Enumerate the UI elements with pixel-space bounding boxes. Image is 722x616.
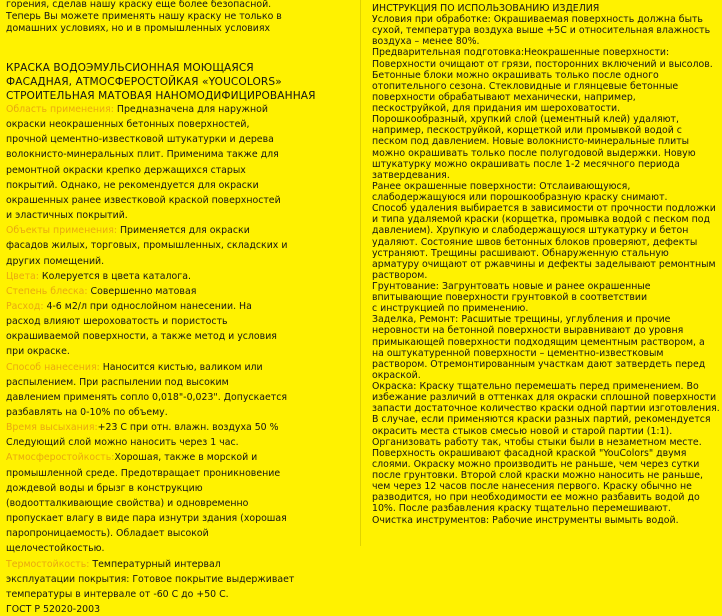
spec-line (6, 331, 277, 343)
instruction-line: Организовать работу так, чтобы стыки были в незаметном месте. (372, 436, 702, 448)
instruction-line: окрасить места стыков смесью новой и старой партии (1:1). (372, 425, 673, 437)
spec-line (6, 437, 239, 449)
spec-text: окраски неокрашенных бетонных поверхностей, (6, 119, 250, 131)
spec-line (6, 377, 229, 389)
spec-text: Колеруется в цвета каталога. (38, 270, 191, 282)
spec-row (6, 422, 279, 434)
instruction-line: и типа удаляемой краски (корщетка, промывка водой с песком под (372, 214, 710, 226)
instruction-line: примыкающей поверхности подходящим цементным раствором, а (372, 336, 705, 348)
instruction-line: раствором. (372, 269, 428, 281)
spec-row (6, 286, 196, 298)
instruction-line: раствором. Отремонтированным участкам дают затвердеть перед (372, 358, 706, 370)
spec-text: температуры в интервале от -60 С до +50 С. (6, 588, 229, 600)
spec-text: прочной цементно-известковой штукатурки и дерева (6, 134, 274, 146)
spec-line (6, 149, 279, 161)
instruction-line: Окраска: Краску тщательно перемешать перед применением. Во (372, 381, 699, 393)
spec-text: Применяется для окраски (117, 225, 250, 237)
gost-footer: ГОСТ Р 52020-2003 (6, 603, 101, 615)
spec-text: 4-6 м2/л при однослойном нанесении. На (43, 300, 252, 312)
product-title-line: КРАСКА ВОДОЭМУЛЬСИОННАЯ МОЮЩАЯСЯ (6, 62, 254, 74)
instruction-line: после грунтовки. Второй слой краски можно наносить не раньше, (372, 470, 703, 482)
spec-key: Расход: (6, 300, 44, 312)
spec-text: ремонтной окраски крепко держащихся старых (6, 164, 246, 176)
product-title-line: СТРОИТЕЛЬНАЯ МАТОВАЯ НАНОМОДИФИЦИРОВАННАЯ (6, 90, 316, 102)
spec-line (6, 407, 168, 419)
instruction-line: разводится, но при необходимости ее можно разбавить водой до (372, 492, 700, 504)
spec-row (6, 104, 268, 116)
spec-line (6, 134, 274, 146)
spec-key: Время высыхания: (6, 422, 98, 434)
spec-key: Степень блеска: (6, 285, 88, 297)
spec-line (6, 119, 249, 131)
instruction-line: штукатурку можно окрашивать после 1-2 месячного периода (372, 158, 680, 170)
spec-text: пропускает влагу в виде пара изнутри здания (хорошая (6, 513, 287, 525)
instruction-line: избежание различий в оттенках для окраски сплошной поверхности (372, 392, 717, 404)
spec-line (6, 180, 259, 192)
intro-line: горения, сделав нашу краску еще более безопасной. (6, 0, 272, 10)
spec-text: окрашенных ранее известковой краской поверхностей (6, 194, 281, 206)
spec-row (6, 362, 263, 374)
spec-row (6, 452, 257, 464)
instruction-line: на оштукатуренной поверхности – цементно-известковым (372, 347, 664, 359)
instruction-line: отопительного сезона. Стекловидные и глянцевые бетонные (372, 80, 679, 92)
instruction-line: песком под давлением. Новые волокнисто-минеральные плиты (372, 136, 690, 148)
spec-text: и эластичных покрытий. (6, 210, 128, 222)
spec-text: давлением применять сопло 0,018"-0,023". Допускается (6, 391, 287, 403)
instruction-line: Очистка инструментов: Рабочие инструменты вымыть водой. (372, 514, 679, 526)
instruction-line: пескоструйкой, для придания им шероховатости. (372, 103, 621, 115)
instruction-line: Условия при обработке: Окрашиваемая поверхность должна быть (372, 14, 703, 26)
intro-line: Теперь Вы можете применять нашу краску не только в (6, 10, 282, 22)
spec-line (6, 240, 287, 252)
spec-text: волокнисто-минеральных плит. Применима также для (6, 149, 279, 161)
instruction-line: Способ удаления выбирается в зависимости от прочности подложки (372, 203, 716, 215)
spec-line (6, 483, 203, 495)
spec-text: разбавлять на 0-10% по объему. (6, 407, 168, 418)
spec-text: Следующий слой можно наносить через 1 час. (6, 437, 239, 449)
spec-text: дождевой воды и брызг в конструкцию (6, 482, 203, 494)
instruction-line: устраняют. Трещины расшивают. Обнаруженную стальную (372, 247, 669, 259)
spec-row (6, 559, 221, 571)
spec-text: +23 С при отн. влажн. воздуха 50 % (97, 422, 279, 434)
spec-key: Термостойкость: (6, 558, 90, 570)
spec-text: расход влияют шероховатость и пористость (6, 316, 228, 328)
spec-line (6, 210, 128, 222)
instruction-title: ИНСТРУКЦИЯ ПО ИСПОЛЬЗОВАНИЮ ИЗДЕЛИЯ (372, 3, 600, 14)
instruction-line: арматуру очищают от ржавчины и дефекты заделывают ремонтным (372, 258, 716, 270)
spec-row (6, 301, 252, 313)
spec-key: Атмосферостойкость: (6, 452, 115, 464)
spec-line (6, 574, 294, 586)
instruction-line: Поверхность окрашивают фасадной краской "YouColors" двумя (372, 447, 687, 459)
instruction-line: впитывающие поверхности грунтовкой в соответствии (372, 292, 648, 304)
instruction-line: Грунтование: Загрунтовать новые и ранее окрашенные (372, 281, 651, 292)
spec-line (6, 589, 229, 601)
instruction-line: Предварительная подготовка:Неокрашенные поверхности: (372, 47, 670, 59)
instruction-line: с инструкцией по применению. (372, 303, 529, 315)
instruction-line: Заделка, Ремонт: Расшитые трещины, углубления и прочие (372, 314, 671, 326)
instruction-line: Бетонные блоки можно окрашивать только после одного (372, 69, 659, 81)
instruction-line: Поверхности очищают от грязи, посторонних включений и высолов. (372, 58, 713, 70)
spec-text: промышленной среде. Предотвращает проникновение (6, 467, 281, 479)
instruction-line: Ранее окрашенные поверхности: Отслаивающуюся, (372, 180, 631, 192)
spec-line (6, 165, 246, 177)
spec-text: щелочестойкостью. (6, 543, 105, 555)
instruction-line: неровности на бетонной поверхности выравнивают до уровня (372, 325, 684, 337)
instruction-line: В случае, если применяются краски разных партий, рекомендуется (372, 414, 711, 426)
instruction-line: удаляют. Состояние швов бетонных блоков проверяют, дефекты (372, 236, 698, 248)
spec-text: распылением. При распылении под высоким (6, 376, 229, 388)
spec-text: Совершенно матовая (87, 285, 197, 297)
spec-text: других помещений. (6, 255, 105, 267)
instruction-line: окраской. (372, 369, 421, 381)
spec-line (6, 468, 280, 480)
spec-line (6, 195, 281, 207)
instruction-line: воздуха – менее 80%. (372, 36, 480, 48)
product-title-line: ФАСАДНАЯ, АТМОСФЕРОСТОЙКАЯ «YOUCOLORS» (6, 76, 282, 88)
spec-line (6, 528, 209, 540)
spec-key: Способ нанесения: (6, 361, 100, 373)
instruction-line: сухой, температура воздуха выше +5С и относительная влажность (372, 25, 711, 37)
instruction-line: слоями. Окраску можно производить не раньше, чем через сутки (372, 458, 700, 470)
spec-text: Наносится кистью, валиком или (99, 361, 263, 373)
spec-key: Объекты применения: (6, 225, 117, 237)
spec-line (6, 513, 287, 525)
spec-text: Хорошая, также в морской и (114, 452, 258, 464)
spec-line (6, 392, 287, 404)
column-separator (360, 0, 361, 546)
spec-text: окрашиваемой поверхности, а также метод и условия (6, 331, 277, 343)
spec-text: паропроницаемость). Обладает высокой (6, 528, 209, 540)
instruction-line: давлением). Хрупкую и слабодержащуюся штукатурку и бетон (372, 225, 689, 237)
spec-text: при окраске. (6, 346, 70, 358)
spec-text: Температурный интервал (89, 558, 221, 570)
instruction-line: например, пескоструйкой, корщеткой или промывкой водой с (372, 125, 682, 137)
spec-line (6, 316, 228, 328)
instruction-line: запасти достаточное количество краски одной партии изготовления. (372, 403, 720, 415)
spec-row (6, 271, 191, 283)
spec-line (6, 498, 248, 510)
intro-line: домашних условиях, но и в промышленных условиях (6, 22, 271, 34)
spec-text: фасадов жилых, торговых, промышленных, складских и (6, 240, 288, 252)
instruction-line: поверхности обрабатывают механически, например, (372, 91, 636, 103)
spec-line (6, 346, 70, 358)
spec-text: Предназначена для наружной (113, 104, 268, 115)
spec-text: эксплуатации покрытия: Готовое покрытие выдерживает (6, 573, 295, 585)
instruction-line: 10%. После разбавления краску тщательно перемешивают. (372, 503, 671, 515)
spec-key: Область применения: (6, 104, 114, 115)
instruction-line: слабодержащуюся или порошкообразную краску снимают. (372, 192, 668, 204)
instruction-line: можно окрашивать только после полугодовой выдержки. Новую (372, 147, 696, 159)
instruction-line: затвердевания. (372, 169, 450, 181)
spec-text: покрытий. Однако, не рекомендуется для окраски (6, 179, 259, 191)
spec-line (6, 543, 105, 555)
instruction-line: Порошкообразный, хрупкий слой (цементный клей) удаляют, (372, 114, 679, 126)
spec-text: (водоотталкивающие свойства) и одновременно (6, 497, 249, 509)
spec-row (6, 225, 250, 237)
instruction-line: чем через 12 часов после нанесения первого. Краску обычно не (372, 481, 692, 493)
spec-line (6, 256, 104, 268)
spec-key: Цвета: (6, 270, 39, 282)
